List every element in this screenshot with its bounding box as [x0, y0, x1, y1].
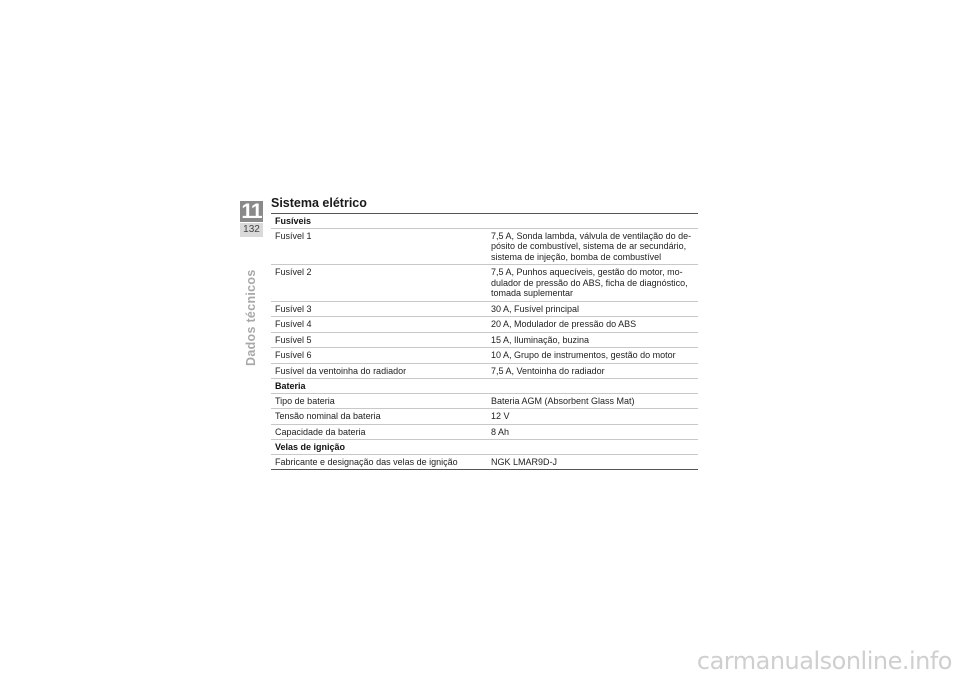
- group-heading-row: [271, 379, 698, 394]
- row-label: Fusível 3: [271, 301, 487, 317]
- table-row: [271, 317, 698, 333]
- table-row: [271, 409, 698, 425]
- table-row: [271, 454, 698, 470]
- watermark-text: carmanualsonline.info: [696, 647, 952, 675]
- chapter-marker: [240, 201, 263, 237]
- table-row: [271, 393, 698, 409]
- page-number: 132: [240, 223, 263, 237]
- table-row: [271, 363, 698, 379]
- row-value: 30 A, Fusível principal: [487, 301, 698, 317]
- row-value-text: 7,5 A, Punhos aquecíveis, gestão do motor, mo- dulador de pressão do ABS, ficha de diagnóstico, tomada suplementar: [491, 267, 688, 298]
- row-label: Fusível 1: [271, 228, 487, 265]
- table-row: [271, 332, 698, 348]
- section-title: Sistema elétrico: [271, 196, 367, 210]
- row-value: 12 V: [487, 409, 698, 425]
- table-row: [271, 228, 698, 265]
- row-label: Tensão nominal da bateria: [271, 409, 487, 425]
- group-heading: Velas de ignição: [271, 440, 698, 455]
- row-label: Capacidade da bateria: [271, 424, 487, 440]
- spec-table: [271, 213, 698, 470]
- group-heading: Fusíveis: [271, 214, 698, 229]
- row-label: Tipo de bateria: [271, 393, 487, 409]
- row-label: Fusível 2: [271, 265, 487, 302]
- row-value: NGK LMAR9D-J: [487, 454, 698, 470]
- group-heading-row: [271, 440, 698, 455]
- row-value: 8 Ah: [487, 424, 698, 440]
- group-heading: Bateria: [271, 379, 698, 394]
- row-value: [487, 265, 698, 302]
- row-label: Fusível 6: [271, 348, 487, 364]
- table-row: [271, 348, 698, 364]
- row-value: 10 A, Grupo de instrumentos, gestão do motor: [487, 348, 698, 364]
- row-label: Fusível 4: [271, 317, 487, 333]
- table-row: [271, 424, 698, 440]
- chapter-side-title: Dados técnicos: [244, 269, 258, 366]
- row-value: Bateria AGM (Absorbent Glass Mat): [487, 393, 698, 409]
- row-label: Fabricante e designação das velas de ignição: [271, 454, 487, 470]
- row-value: [487, 228, 698, 265]
- group-heading-row: [271, 214, 698, 229]
- table-row: [271, 301, 698, 317]
- chapter-number: 11: [241, 200, 262, 223]
- row-value-text: 7,5 A, Sonda lambda, válvula de ventilação do de- pósito de combustível, sistema de ar secundário, sistema de injeção, bomba de combustível: [491, 230, 692, 262]
- row-label: Fusível 5: [271, 332, 487, 348]
- row-value: 7,5 A, Ventoinha do radiador: [487, 363, 698, 379]
- row-value: 15 A, Iluminação, buzina: [487, 332, 698, 348]
- table-row: [271, 265, 698, 302]
- row-value: 20 A, Modulador de pressão do ABS: [487, 317, 698, 333]
- row-label: Fusível da ventoinha do radiador: [271, 363, 487, 379]
